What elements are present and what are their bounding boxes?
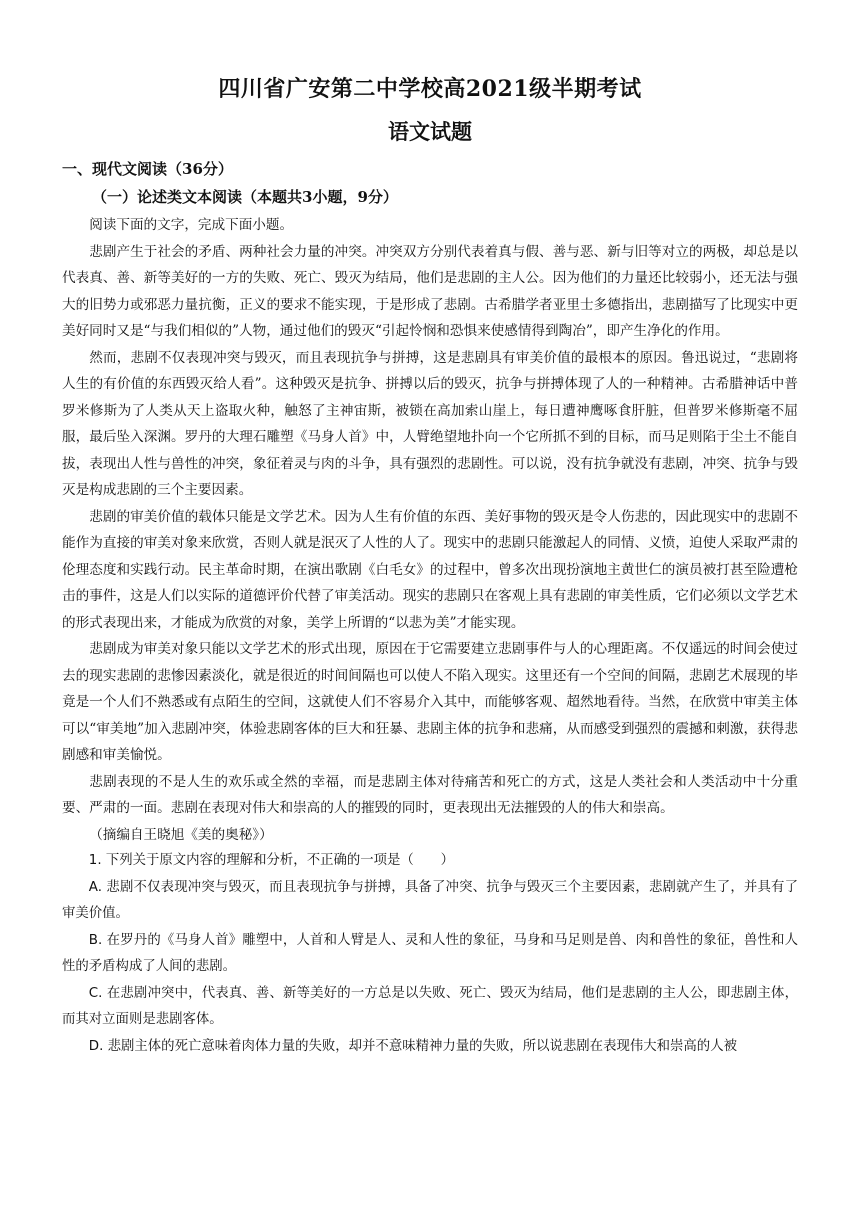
question-1-option-b: B. 在罗丹的《马身人首》雕塑中，人首和人臂是人、灵和人性的象征，马身和马足则是兽、肉和兽性的象征，兽性和人性的矛盾构成了人间的悲剧。 bbox=[62, 932, 798, 974]
exam-subtitle: 语文试题 bbox=[388, 119, 472, 144]
section-heading: 一、现代文阅读（36分） bbox=[62, 160, 233, 178]
passage-paragraph-2: 然而，悲剧不仅表现冲突与毁灭，而且表现抗争与拼搏，这是悲剧具有审美价值的最根本的原因。鲁迅说过，“悲剧将人生的有价值的东西毁灭给人看”。这种毁灭是抗争、拼搏以后的毁灭，抗争与拼搏体现了人的一种精神。古希腊神话中普罗米修斯为了人类从天上盗取火种，触怒了主神宙斯，被锁在高加索山崖上，每日遭神鹰啄食肝脏，但普罗米修斯毫不屈服，最后坠入深渊。罗丹的大理石雕塑《马身人首》中，人臂绝望地扑向一个它所抓不到的目标，而马足则陷于尘土不能自拔，表现出人性与兽性的冲突，象征着灵与肉的斗争，具有强烈的悲剧性。可以说，没有抗争就没有悲剧，冲突、抗争与毁灭是构成悲剧的三个主要因素。 bbox=[62, 349, 798, 498]
subsection-heading: （一）论述类文本阅读（本题共3小题，9分） bbox=[92, 188, 398, 206]
instruction-text: 阅读下面的文字，完成下面小题。 bbox=[89, 217, 294, 233]
reading-passage bbox=[62, 212, 798, 1060]
question-1-stem: 1. 下列关于原文内容的理解和分析，不正确的一项是（ ） bbox=[88, 853, 454, 868]
exam-title: 四川省广安第二中学校高2021级半期考试 bbox=[218, 76, 642, 102]
passage-paragraph-1: 悲剧产生于社会的矛盾、两种社会力量的冲突。冲突双方分别代表着真与假、善与恶、新与旧等对立的两极，却总是以代表真、善、新等美好的一方的失败、死亡、毁灭为结局，他们是悲剧的主人公。因为他们的力量还比较弱小，还无法与强大的旧势力或邪恶力量抗衡，正义的要求不能实现，于是形成了悲剧。古希腊学者亚里士多德指出，悲剧描写了比现实中更美好同时又是“与我们相似的”人物，通过他们的毁灭“引起怜悯和恐惧来使感情得到陶冶”，即产生净化的作用。 bbox=[62, 243, 798, 339]
passage-paragraph-3: 悲剧的审美价值的载体只能是文学艺术。因为人生有价值的东西、美好事物的毁灭是令人伤悲的，因此现实中的悲剧不能作为直接的审美对象来欣赏，否则人就是泯灭了人性的人了。现实中的悲剧只能激起人的同情、义愤，迫使人采取严肃的伦理态度和实践行动。民主革命时期，在演出歌剧《白毛女》的过程中，曾多次出现扮演地主黄世仁的演员被打甚至险遭枪击的事件，这是人们以实际的道德评价代替了审美活动。现实的悲剧只在客观上具有悲剧的审美性质，它们必须以文学艺术的形式表现出来，才能成为欣赏的对象，美学上所谓的“以悲为美”才能实现。 bbox=[62, 508, 798, 631]
question-1-option-a: A. 悲剧不仅表现冲突与毁灭，而且表现抗争与拼搏，具备了冲突、抗争与毁灭三个主要因素，悲剧就产生了，并具有了审美价值。 bbox=[62, 879, 798, 921]
passage-source: （摘编自王晓旭《美的奥秘》） bbox=[89, 826, 273, 843]
passage-paragraph-4: 悲剧成为审美对象只能以文学艺术的形式出现，原因在于它需要建立悲剧事件与人的心理距离。不仅遥远的时间会使过去的现实悲剧的悲惨因素淡化，就是很近的时间间隔也可以使人不陷入现实。这里还有一个空间的间隔，悲剧艺术展现的毕竟是一个人们不熟悉或有点陌生的空间，这就使人们不容易介入其中，而能够客观、超然地看待。当然，在欣赏中审美主体可以“审美地”加入悲剧冲突，体验悲剧客体的巨大和狂暴、悲剧主体的抗争和悲痛，从而感受到强烈的震撼和刺激，获得悲剧感和审美愉悦。 bbox=[62, 641, 798, 763]
question-1-option-c: C. 在悲剧冲突中，代表真、善、新等美好的一方总是以失败、死亡、毁灭为结局，他们是悲剧的主人公，即悲剧主体，而其对立面则是悲剧客体。 bbox=[62, 985, 798, 1027]
passage-paragraph-5: 悲剧表现的不是人生的欢乐或全然的幸福，而是悲剧主体对待痛苦和死亡的方式，这是人类社会和人类活动中十分重要、严肃的一面。悲剧在表现对伟大和崇高的人的摧毁的同时，更表现出无法摧毁的人的伟大和崇高。 bbox=[62, 773, 798, 816]
question-1-option-d: D. 悲剧主体的死亡意味着肉体力量的失败，却并不意味精神力量的失败，所以说悲剧在表现伟大和崇高的人被 bbox=[88, 1038, 737, 1054]
